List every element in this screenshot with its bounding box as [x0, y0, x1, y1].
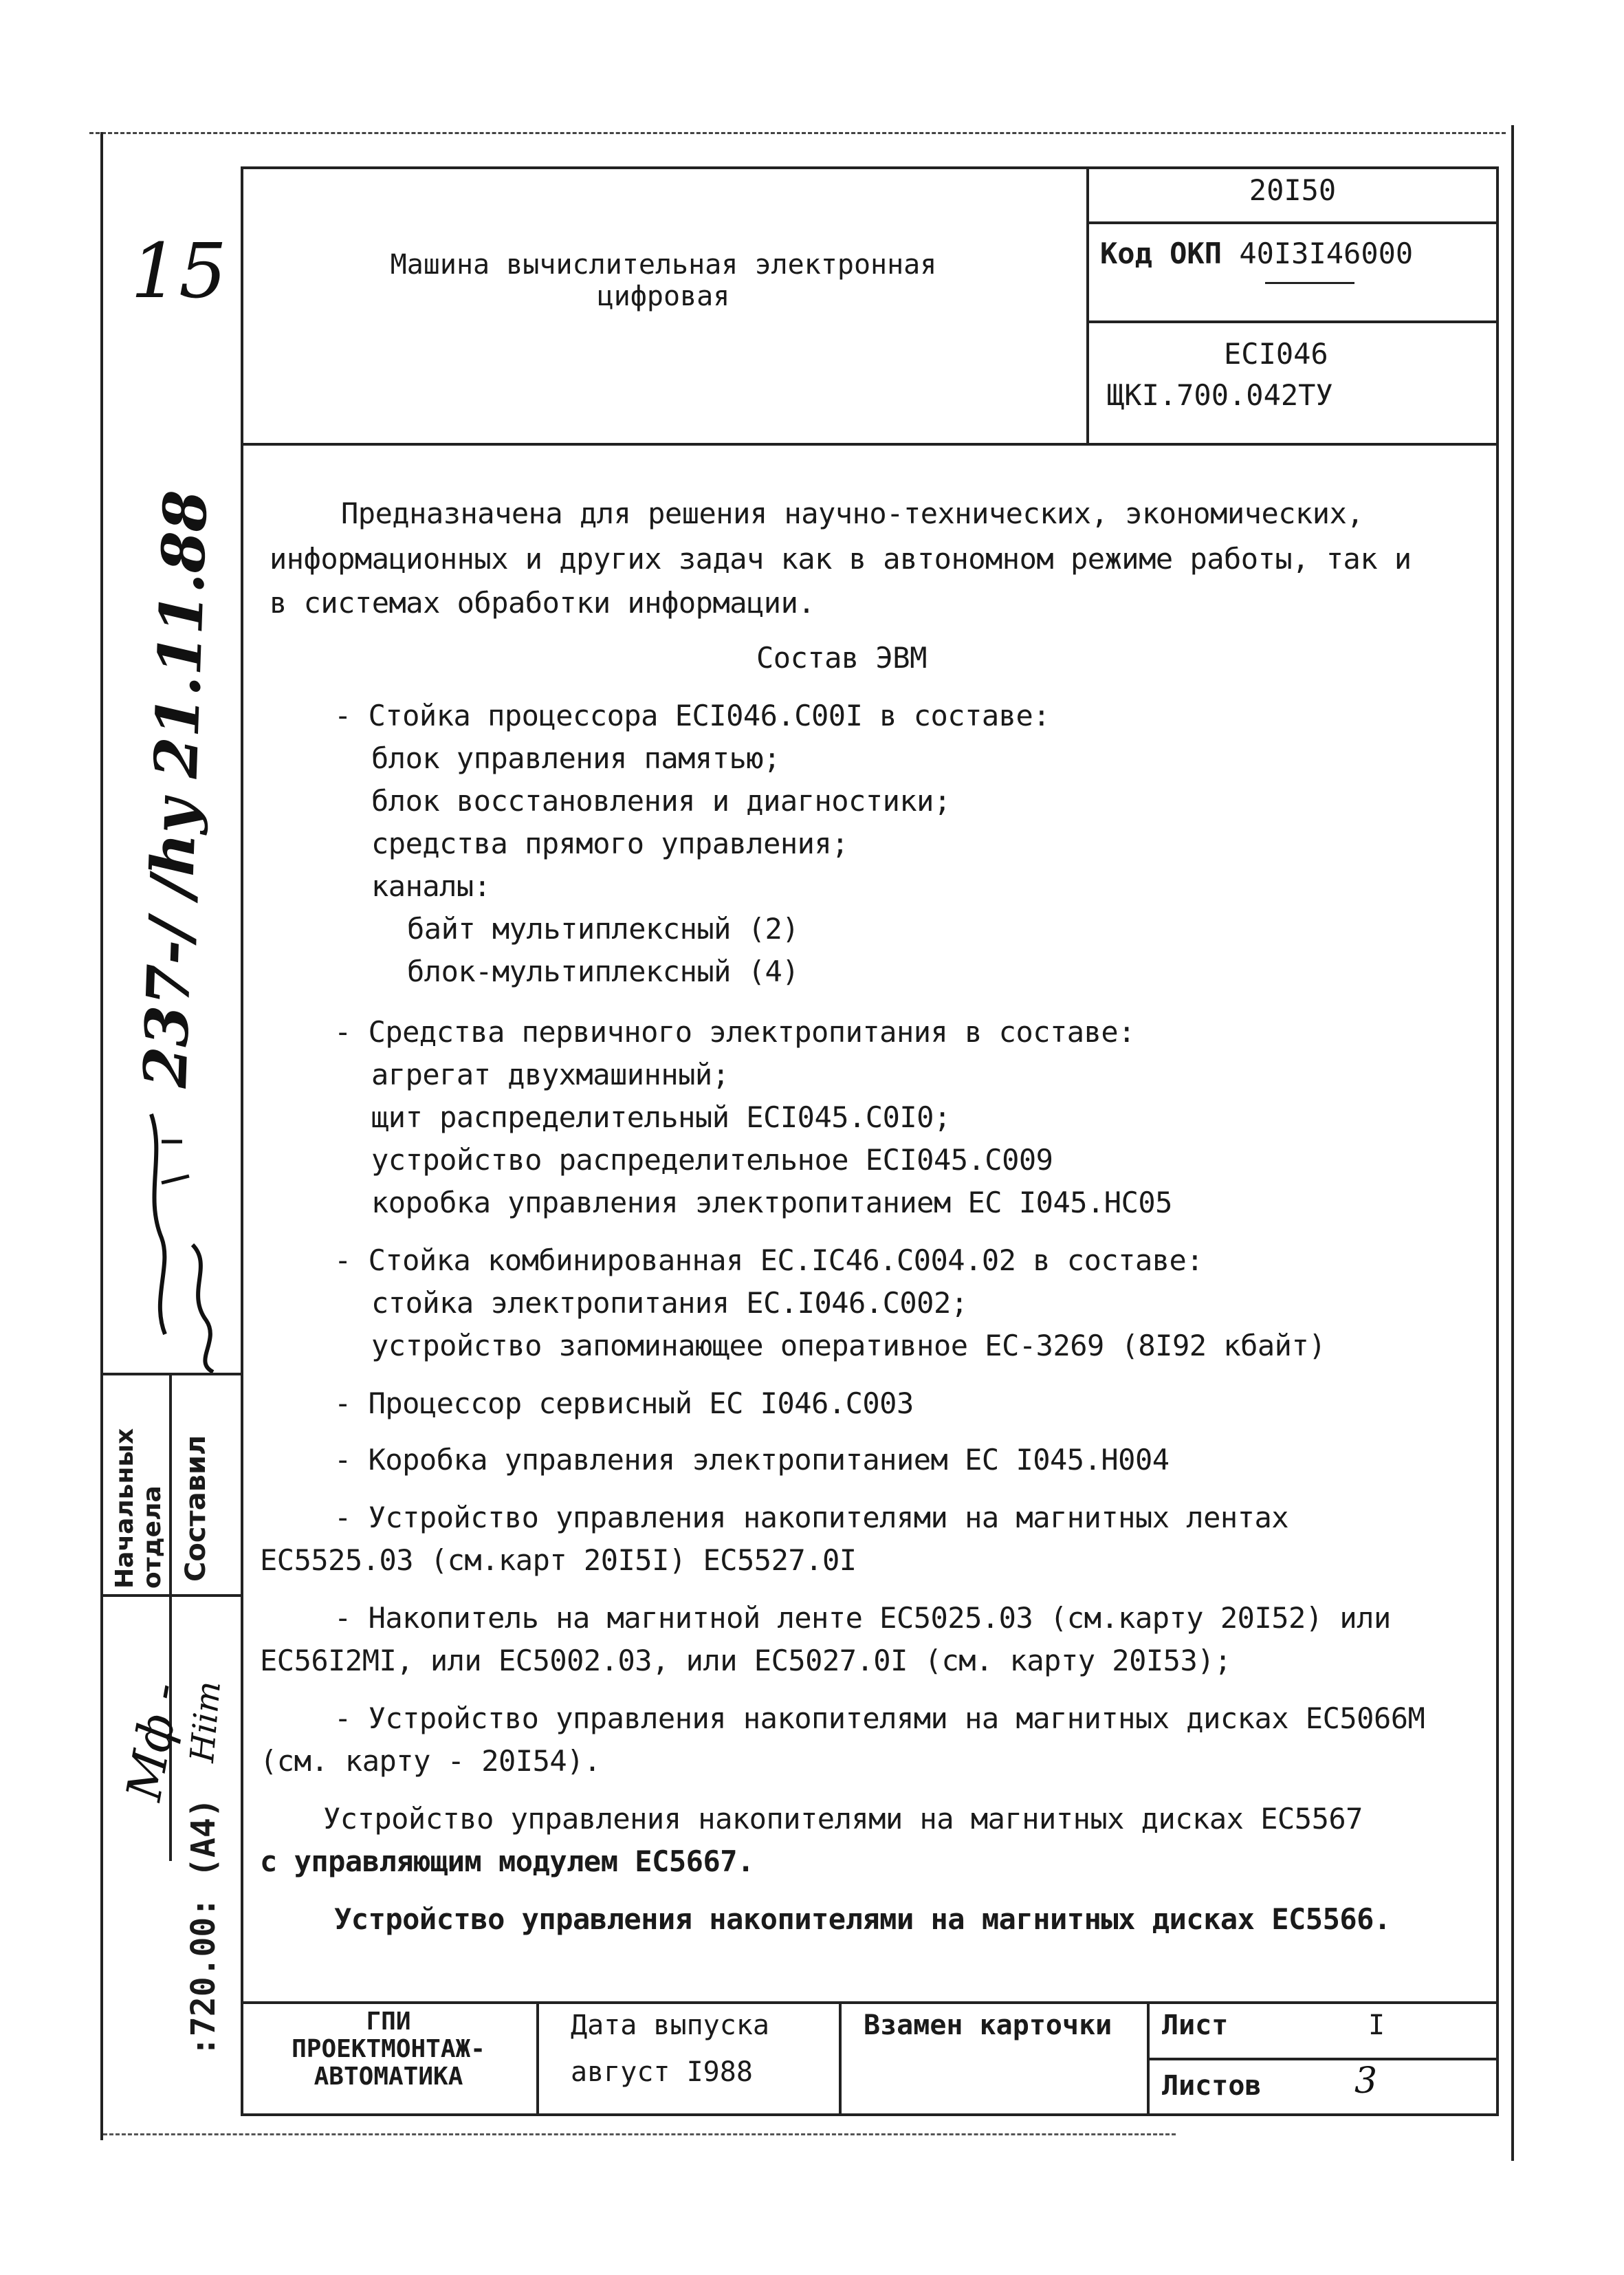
signature-scribble-icon-2 — [179, 1238, 234, 1375]
footer-sheet-line — [1147, 2058, 1499, 2060]
group1-line-6: байт мультиплексный (2) — [407, 912, 800, 946]
intro-line-1: Предназначена для решения научно-технических, экономических, — [341, 497, 1364, 530]
frame-top-dashed — [89, 132, 1506, 134]
org-line-1: ГПИ — [366, 2007, 411, 2036]
item-tape-drive-line-1: - Накопитель на магнитной ленте ЕС5025.03 (см.карту 20I52) или — [334, 1601, 1391, 1635]
footer-divider-2 — [839, 2001, 842, 2116]
item-power-box: - Коробка управления электропитанием ЕС I045.Н004 — [334, 1443, 1170, 1477]
designation-code: ЩКI.700.042ТУ — [1107, 378, 1333, 412]
okp-underline — [1265, 282, 1354, 284]
item-tape-drive-line-2: ЕС56I2МI, или ЕС5002.03, или ЕС5027.0I (см. карту 20I53); — [260, 1644, 1231, 1677]
item-tape-ctrl-line-1: - Устройство управления накопителями на магнитных лентах — [334, 1501, 1289, 1534]
stamp-author-signature: Hiim — [183, 1679, 229, 1764]
group1-line-5: каналы: — [371, 869, 491, 903]
frame-left-line — [100, 132, 103, 2140]
org-line-3: АВТОМАТИКА — [314, 2062, 463, 2091]
footer-org — [241, 2008, 536, 2091]
stamp-middle-line — [103, 1594, 241, 1597]
group2-line-1: - Средства первичного электропитания в составе: — [334, 1015, 1135, 1049]
group3-line-2: стойка электропитания ЕС.I046.С002; — [371, 1286, 968, 1320]
item-disk-ctrl2-line-1: Устройство управления накопителями на магнитных дисках ЕС5567 — [323, 1802, 1363, 1836]
sheets-value: 3 — [1354, 2060, 1378, 2102]
frame-right-line — [1511, 125, 1514, 2161]
sheets-label: Листов — [1162, 2070, 1262, 2102]
replace-card-label: Взамен карточки — [864, 2010, 1112, 2041]
item-disk-ctrl-line-1: - Устройство управления накопителями на магнитных дисках ЕС5066М — [334, 1701, 1425, 1735]
header-divider — [1086, 166, 1089, 444]
group2-line-2: агрегат двухмашинный; — [371, 1058, 729, 1091]
okp-label: Код ОКП — [1100, 237, 1222, 270]
header-okp-line — [1086, 320, 1499, 323]
group2-line-5: коробка управления электропитанием ЕС I045.НС05 — [371, 1186, 1172, 1219]
item-disk-ctrl2-line-2: с управляющим модулем ЕС5667. — [260, 1844, 754, 1878]
frame-bottom-dashed — [103, 2133, 1176, 2135]
section-title: Состав ЭВМ — [756, 641, 927, 675]
group2-line-3: щит распределительный ЕСI045.С0I0; — [371, 1100, 951, 1134]
page-title — [248, 249, 1079, 312]
group1-line-4: средства прямого управления; — [371, 827, 849, 860]
date-label: Дата выпуска — [571, 2010, 769, 2041]
stamp-top-line — [103, 1373, 241, 1375]
header-bottom-line — [241, 443, 1499, 446]
group1-line-3: блок восстановления и диагностики; — [371, 784, 951, 818]
item-disk-ctrl-line-2: (см. карту - 20I54). — [260, 1744, 601, 1778]
okp-code — [1100, 237, 1413, 270]
margin-handwritten-note: 237-/ /hy 21.11.88 — [131, 489, 221, 1089]
item-disk-ctrl3: Устройство управления накопителями на магнитных дисках ЕС5566. — [334, 1902, 1391, 1936]
model-code: ЕСI046 — [1224, 337, 1328, 371]
org-line-2: ПРОЕКТМОНТАЖ- — [292, 2035, 485, 2063]
intro-line-3: в системах обработки информации. — [270, 586, 815, 620]
okp-value: 40I3I46000 — [1239, 237, 1414, 270]
header-card-line — [1086, 221, 1499, 224]
group3-line-1: - Стойка комбинированная ЕС.IС46.С004.02 в составе: — [334, 1243, 1204, 1277]
footer-divider-1 — [536, 2001, 539, 2116]
group1-line-1: - Стойка процессора ЕСI046.С00I в составе: — [334, 699, 1051, 732]
date-value: август I988 — [571, 2056, 753, 2088]
group1-line-7: блок-мультиплексный (4) — [407, 955, 800, 988]
margin-form-code: :720.00: (A4) — [184, 1798, 223, 2056]
item-tape-ctrl-line-2: ЕС5525.03 (см.карт 20I5I) ЕС5527.0I — [260, 1543, 857, 1577]
title-line-1: Машина вычислительная электронная — [390, 249, 937, 281]
footer-top-line — [241, 2001, 1499, 2004]
intro-line-2: информационных и других задач как в автономном режиме работы, так и — [270, 542, 1412, 576]
title-line-2: цифровая — [597, 281, 730, 312]
stamp-initial-dept-label: Начальных отдела — [111, 1428, 166, 1589]
sheet-label: Лист — [1162, 2010, 1229, 2041]
page-number-handwritten: 15 — [131, 227, 227, 315]
sheet-value: I — [1368, 2010, 1385, 2041]
stamp-author-label: Составил — [180, 1435, 212, 1582]
group1-line-2: блок управления памятью; — [371, 741, 780, 775]
card-number: 20I50 — [1249, 173, 1337, 207]
stamp-initial-signature: Мф - — [116, 1678, 192, 1805]
group3-line-3: устройство запоминающее оперативное ЕС-3269 (8I92 кбайт) — [371, 1329, 1326, 1362]
group2-line-4: устройство распределительное ЕСI045.С009 — [371, 1143, 1053, 1177]
item-processor: - Процессор сервисный ЕС I046.С003 — [334, 1386, 914, 1420]
margin-signature-2 — [179, 1238, 234, 1375]
